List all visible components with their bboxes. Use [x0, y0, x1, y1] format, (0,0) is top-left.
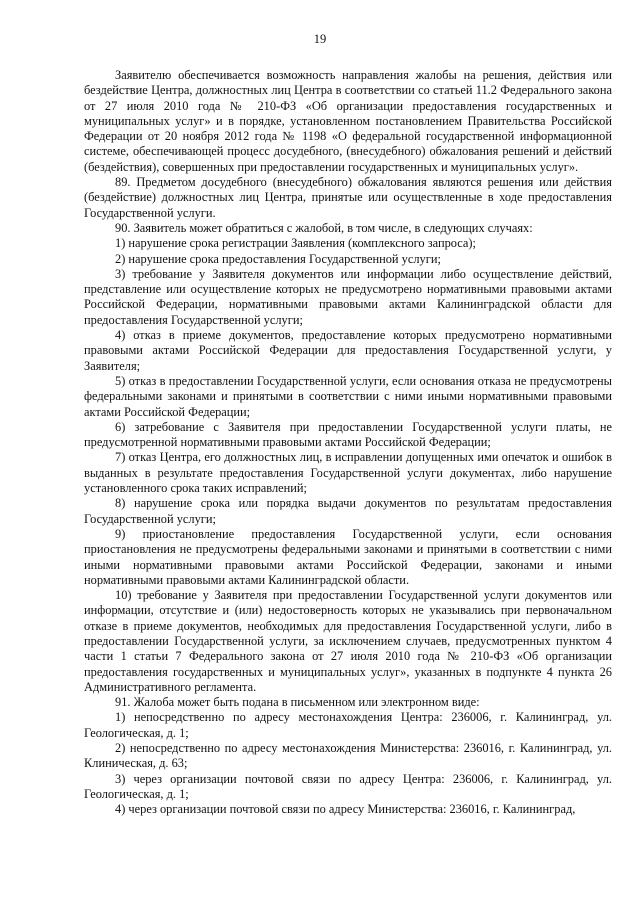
paragraph-90-item-2: 2) нарушение срока предоставления Государственной услуги; — [115, 251, 441, 266]
paragraph-90-item-5: 5) отказ в предоставлении Государственной услуги, если основания отказа не предусмотрены федеральными законами и принятыми в соответствии с ними иными нормативными правовыми актами Российской Федерации; — [84, 373, 612, 419]
paragraph-90-item-4: 4) отказ в приеме документов, предоставление которых предусмотрено нормативными правовыми актами Российской Федерации для предоставления Государственной услуги, у Заявителя; — [84, 328, 612, 373]
paragraph-90-item-8: 8) нарушение срока или порядка выдачи документов по результатам предоставления Государственной услуги; — [84, 496, 612, 526]
paragraph-90-item-3: 3) требование у Заявителя документов или информации либо осуществление действий, представление или осуществление которых не предусмотрено нормативными правовыми актами Российской Федерации, нормативными правовыми актами Калининградской области для предоставления Государственной услуги; — [84, 266, 612, 327]
paragraph-90-item-1: 1) нарушение срока регистрации Заявления (комплексного запроса); — [115, 236, 477, 251]
paragraph-89: 89. Предметом досудебного (внесудебного) обжалования являются решения или действия (бездействие) должностных лиц Центра, принятые или осуществленные в ходе предоставления Государственной услуги. — [84, 175, 612, 220]
paragraph-90-item-9: 9) приостановление предоставления Государственной услуги, если основания приостановления не предусмотрены федеральными законами и принятыми в соответствии с ними иными нормативными правовыми актами Российской Федерации, законами и иными нормативными правовыми актами Калининградской области. — [84, 526, 612, 587]
paragraph-90-item-6: 6) затребование с Заявителя при предоставлении Государственной услуги платы, не предусмотренной нормативными правовыми актами Российской Федерации; — [84, 419, 612, 450]
paragraph-91: 91. Жалоба может быть подана в письменном или электронном виде: — [115, 695, 480, 710]
paragraph-91-item-4: 4) через организации почтовой связи по адресу Министерства: 236016, г. Калининград, — [115, 802, 576, 817]
page-number: 19 — [313, 32, 327, 46]
document-body — [84, 68, 612, 818]
paragraph-90: 90. Заявитель может обратиться с жалобой, в том числе, в следующих случаях: — [115, 220, 533, 235]
paragraph-91-item-2: 2) непосредственно по адресу местонахождения Министерства: 236016, г. Калининград, ул. Клиническая, д. 63; — [84, 741, 612, 771]
paragraph-91-item-1: 1) непосредственно по адресу местонахождения Центра: 236006, г. Калининград, ул. Геологическая, д. 1; — [84, 710, 612, 740]
paragraph-90-item-10: 10) требование у Заявителя при предоставлении Государственной услуги документов или информации, отсутствие и (или) недостоверность которых не указывались при первоначальном отказе в приеме документов, необходимых для предоставления Государственной услуги, либо в предоставлении Государственной услуги, за исключением случаев, предусмотренных пунктом 4 части 1 статьи 7 Федерального закона от 27 июля 2010 года № 210-ФЗ «Об организации предоставления государственных и муниципальных услуг», указанных в подпункте 4 пункта 26 Административного регламента. — [84, 588, 612, 694]
paragraph-91-item-3: 3) через организации почтовой связи по адресу Центра: 236006, г. Калининград, ул. Геологическая, д. 1; — [84, 771, 612, 801]
paragraph-90-item-7: 7) отказ Центра, его должностных лиц, в исправлении допущенных ими опечаток и ошибок в выданных в результате предоставления Государственной услуги документах, либо нарушение установленного срока таких исправлений; — [84, 450, 612, 496]
paragraph-complaint-right: Заявителю обеспечивается возможность направления жалобы на решения, действия или бездействие Центра, должностных лиц Центра в соответствии со статьей 11.2 Федерального закона от 27 июля 2010 года № 210-ФЗ «Об организации предоставления государственных и муниципальных услуг» и в порядке, установленном постановлением Правительства Российской Федерации от 20 ноября 2012 года № 1198 «О федеральной государственной информационной системе, обеспечивающей процесс досудебного, (внесудебного) обжалования решений и действий (бездействия), совершенных при предоставлении государственных и муниципальных услуг». — [84, 68, 612, 174]
